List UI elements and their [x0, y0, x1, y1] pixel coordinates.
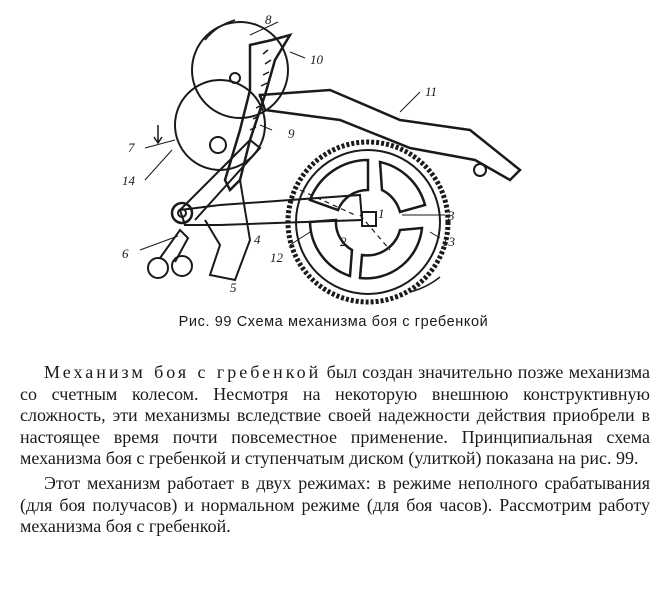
label-4: 4 [254, 232, 261, 247]
label-5: 5 [230, 280, 237, 295]
label-3: 3 [448, 208, 455, 223]
label-13: 13 [442, 234, 455, 249]
term-emphasis: Механизм боя с гребенкой [44, 362, 322, 382]
figure-caption: Рис. 99 Схема механизма боя с гребенкой [178, 314, 489, 330]
label-9: 9 [288, 126, 295, 141]
wheel-8 [192, 22, 288, 118]
label-8: 8 [265, 12, 272, 27]
label-12: 12 [270, 250, 283, 265]
label-10: 10 [310, 52, 323, 67]
body-text [20, 362, 650, 538]
label-11: 11 [425, 84, 438, 99]
snail-disc [310, 160, 368, 210]
mechanism-diagram [100, 0, 540, 305]
paragraph-1 [20, 362, 650, 470]
lever-11 [260, 90, 520, 180]
label-14: 14 [122, 173, 135, 188]
label-7: 7 [128, 140, 135, 155]
label-6: 6 [122, 246, 129, 261]
label-2: 2 [340, 234, 347, 249]
label-1: 1 [378, 206, 385, 221]
paragraph-1-text: был создан значительно позже механизма со счетным колесом. Несмотря на некоторую внешнюю конструктивную сложность, эти механизмы вследствие своей надежности действия приобрели в настоящее время почти повсеместное применение. Принципиальная схема механизма боя с гребенкой и ступенчатым диском (улиткой) показана на рис. 99. [20, 362, 650, 469]
part-5 [205, 180, 250, 280]
strike-mechanism-drawing [100, 0, 540, 305]
paragraph-2: Этот механизм работает в двух режимах: в режиме неполного срабатывания (для боя получасов) и нормальном режиме (для боя часов). Рассмотрим работу механизма боя с гребенкой. [20, 472, 650, 537]
